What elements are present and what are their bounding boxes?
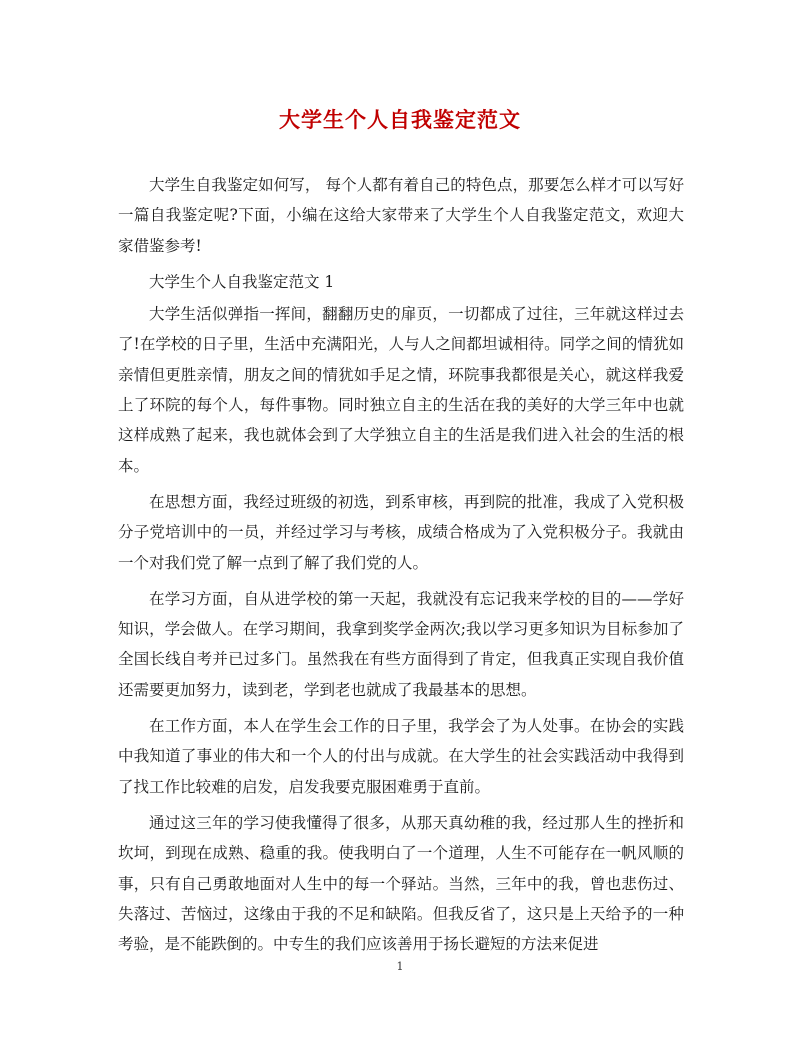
body-paragraph-study: 在学习方面，自从进学校的第一天起，我就没有忘记我来学校的目的——学好知识，学会做人。在学习期间，我拿到奖学金两次;我以学习更多知识为目标参加了全国长线自考并已过多门。虽然我在有些方面得到了肯定，但我真正实现自我价值还需要更加努力，读到老，学到老也就成了我最基本的思想。 [118,589,684,699]
body-paragraph-work: 在工作方面，本人在学生会工作的日子里，我学会了为人处事。在协会的实践中我知道了事业的伟大和一个人的付出与成就。在大学生的社会实践活动中我得到了找工作比较难的启发，启发我要克服困难勇于直前。 [118,717,684,796]
body-paragraph-ideology: 在思想方面，我经过班级的初选，到系审核，再到院的批准，我成了入党积极分子党培训中的一员，并经过学习与考核，成绩合格成为了入党积极分子。我就由一个对我们党了解一点到了解了我们党的人。 [118,492,684,572]
document-title: 大学生个人自我鉴定范文 [279,107,521,132]
document-body [118,170,684,965]
intro-paragraph: 大学生自我鉴定如何写， 每个人都有着自己的特色点，那要怎么样才可以写好一篇自我鉴定呢?下面，小编在这给大家带来了大学生个人自我鉴定范文，欢迎大家借鉴参考! [118,176,684,255]
body-paragraph-summary: 通过这三年的学习使我懂得了很多，从那天真幼稚的我，经过那人生的挫折和坎坷，到现在成熟、稳重的我。使我明白了一个道理，人生不可能存在一帆风顺的事，只有自己勇敢地面对人生中的每一个驿站。当然，三年中的我，曾也悲伤过、失落过、苦恼过，这缘由于我的不足和缺陷。但我反省了，这只是上天给予的一种考验，是不能跌倒的。中专生的我们应该善用于扬长避短的方法来促进 [118,813,684,954]
page-number: 1 [396,960,404,973]
body-paragraph-college-life: 大学生活似弹指一挥间，翻翻历史的扉页，一切都成了过往，三年就这样过去了!在学校的日子里，生活中充满阳光，人与人之间都坦诚相待。同学之间的情犹如亲情但更胜亲情，朋友之间的情犹如手足之情，环院事我都很是关心，就这样我爱上了环院的每个人，每件事物。同时独立自主的生活在我的美好的大学三年中也就这样成熟了起来，我也就体会到了大学独立自主的生活是我们进入社会的生活的根本。 [118,305,684,475]
section-heading: 大学生个人自我鉴定范文 1 [149,272,335,291]
